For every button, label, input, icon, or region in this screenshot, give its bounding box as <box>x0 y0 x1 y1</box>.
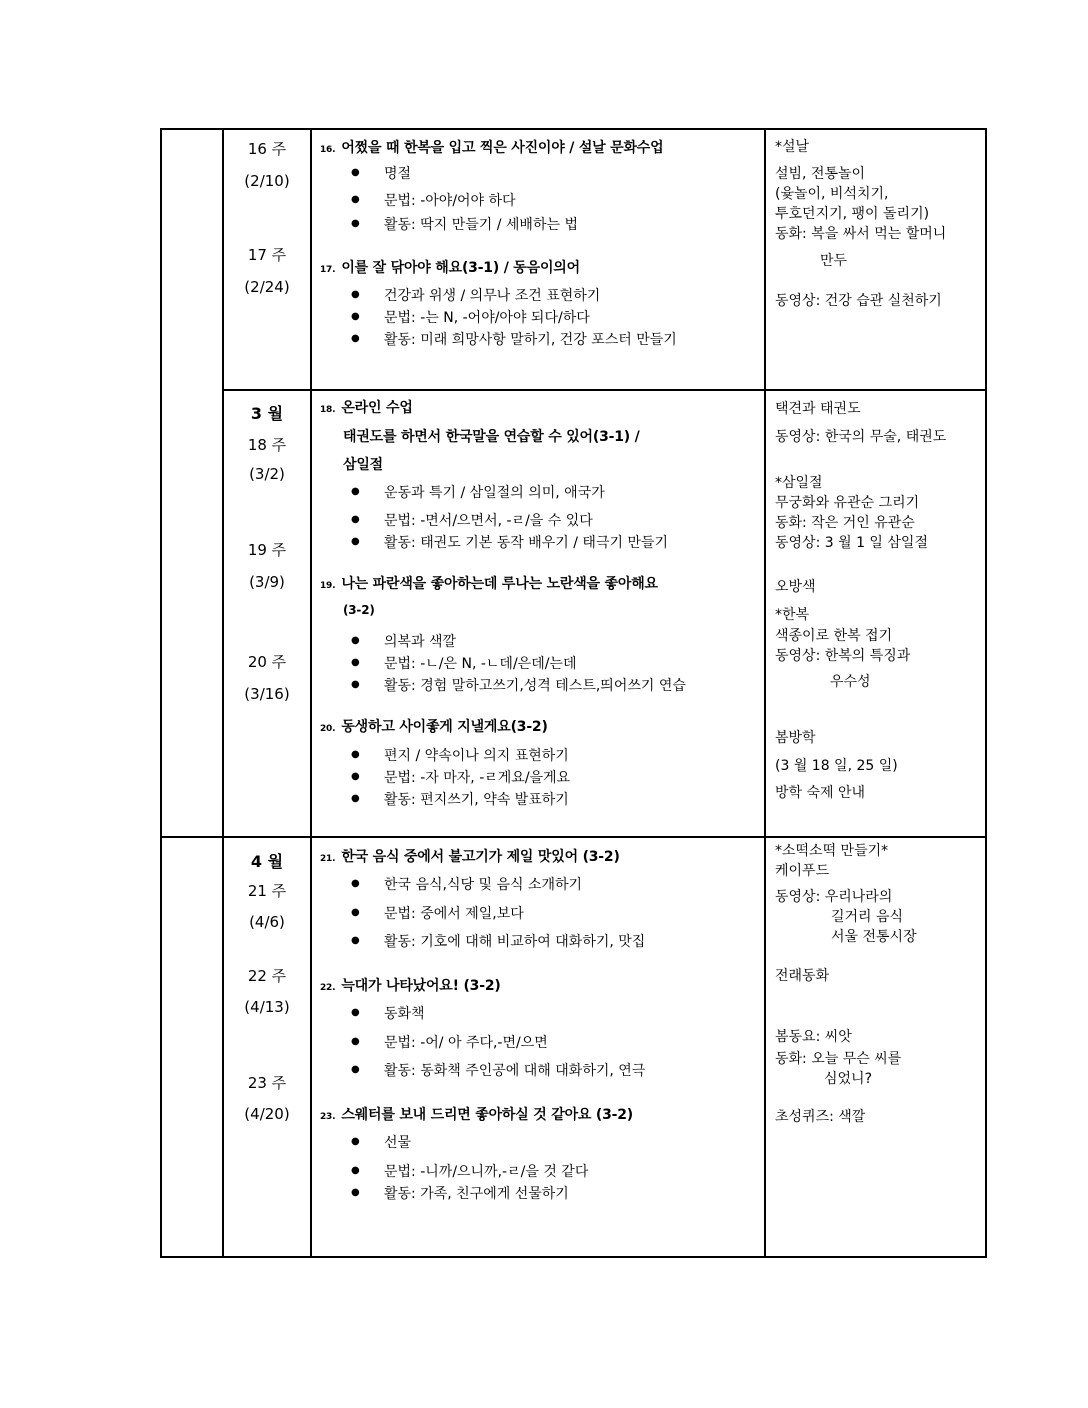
week-date: (4/6) <box>249 913 285 931</box>
lesson-bullet <box>351 745 569 765</box>
lesson-bullet <box>351 1003 425 1023</box>
week-date: (3/16) <box>244 685 290 703</box>
bullet-icon: ● <box>351 1187 360 1198</box>
bullet-text: 문법: -니까/으니까,-ㄹ/을 것 같다 <box>384 1164 589 1180</box>
bullet-text: 의복과 색깔 <box>384 634 457 650</box>
lesson-bullet <box>351 903 524 923</box>
lesson-number: 23. <box>320 1112 336 1122</box>
lesson-number: 20. <box>320 724 336 734</box>
lesson-bullet <box>351 675 686 695</box>
note-line: 심었니? <box>824 1071 873 1087</box>
lesson-bullet <box>351 163 412 183</box>
table-border-left <box>160 128 162 1258</box>
bullet-text: 문법: -아야/어야 하다 <box>384 193 516 209</box>
week-label: 21 주 <box>247 882 287 900</box>
bullet-icon: ● <box>351 657 360 668</box>
lesson-title <box>320 846 620 866</box>
bullet-text: 활동: 가족, 친구에게 선물하기 <box>384 1186 569 1202</box>
bullet-text: 문법: -면서/으면서, -ㄹ/을 수 있다 <box>384 513 593 529</box>
note-line: 동영상: 우리나라의 <box>775 889 893 905</box>
note-line: 동영상: 한복의 특징과 <box>775 648 911 664</box>
note-line: (3 월 18 일, 25 일) <box>775 758 898 774</box>
lesson-bullet <box>351 329 677 349</box>
bullet-text: 문법: 중에서 제일,보다 <box>384 906 524 922</box>
lesson-bullet <box>351 214 578 234</box>
week-date: (3/2) <box>249 465 285 483</box>
bullet-text: 활동: 태권도 기본 동작 배우기 / 태극기 만들기 <box>384 535 669 551</box>
lesson-bullet <box>351 789 569 809</box>
week-label: 22 주 <box>247 967 287 985</box>
note-line: 초성퀴즈: 색깔 <box>775 1109 866 1125</box>
table-border-top <box>160 128 987 130</box>
week-label: 19 주 <box>247 541 287 559</box>
note-line: 길거리 음식 <box>831 909 904 925</box>
lesson-bullet <box>351 1161 589 1181</box>
lesson-title-text: 스웨터를 보내 드리면 좋아하실 것 같아요 (3-2) <box>341 1107 633 1123</box>
note-line: 서울 전통시장 <box>831 929 917 945</box>
bullet-icon: ● <box>351 194 360 205</box>
lesson-title <box>320 137 663 157</box>
bullet-icon: ● <box>351 793 360 804</box>
bullet-text: 선물 <box>384 1135 412 1151</box>
note-line: *삼일절 <box>775 475 823 491</box>
week-date: (3/9) <box>249 573 285 591</box>
lesson-bullet <box>351 631 457 651</box>
lesson-bullet <box>351 931 646 951</box>
lesson-number: 18. <box>320 405 336 415</box>
note-line: 설빔, 전통놀이 <box>775 166 866 182</box>
bullet-text: 문법: -ㄴ/은 N, -ㄴ데/은데/는데 <box>384 656 577 672</box>
bullet-icon: ● <box>351 1036 360 1047</box>
bullet-text: 활동: 미래 희망사항 말하기, 건강 포스터 만들기 <box>384 332 677 348</box>
note-line: 동영상: 3 월 1 일 삼일절 <box>775 535 928 551</box>
lesson-title-text: 늑대가 나타났어요! (3-2) <box>341 978 501 994</box>
note-line: 오방색 <box>775 579 816 595</box>
bullet-text: 활동: 동화책 주인공에 대해 대화하기, 연극 <box>384 1063 646 1079</box>
bullet-text: 활동: 딱지 만들기 / 세배하는 법 <box>384 217 578 233</box>
lesson-title <box>320 257 580 277</box>
lesson-bullet <box>351 1032 548 1052</box>
bullet-text: 활동: 편지쓰기, 약속 발표하기 <box>384 792 569 808</box>
bullet-icon: ● <box>351 218 360 229</box>
week-label: 16 주 <box>247 140 287 158</box>
note-line: 케이푸드 <box>775 863 830 879</box>
bullet-icon: ● <box>351 1007 360 1018</box>
note-line: 무궁화와 유관순 그리기 <box>775 495 920 511</box>
bullet-icon: ● <box>351 679 360 690</box>
note-line: 동화: 작은 거인 유관순 <box>775 515 915 531</box>
bullet-icon: ● <box>351 167 360 178</box>
lesson-title <box>320 716 548 736</box>
bullet-text: 운동과 특기 / 삼일절의 의미, 애국가 <box>384 485 605 501</box>
column-divider-2 <box>310 128 312 1258</box>
bullet-text: 편지 / 약속이나 의지 표현하기 <box>384 748 569 764</box>
note-line: (윷놀이, 비석치기, <box>775 186 889 202</box>
bullet-icon: ● <box>351 536 360 547</box>
lesson-title <box>320 1104 633 1124</box>
lesson-bullet <box>351 307 590 327</box>
bullet-text: 활동: 기호에 대해 비교하여 대화하기, 맛집 <box>384 934 646 950</box>
note-line: 방학 숙제 안내 <box>775 785 866 801</box>
lesson-title-text: 온라인 수업 <box>341 400 413 416</box>
note-line: 동화: 복을 싸서 먹는 할머니 <box>775 226 947 242</box>
lesson-number: 19. <box>320 581 336 591</box>
week-label: 23 주 <box>247 1074 287 1092</box>
note-line: 봄방학 <box>775 730 816 746</box>
lesson-number: 17. <box>320 265 336 275</box>
week-label: 17 주 <box>247 246 287 264</box>
lesson-title-text: 어쩠을 때 한복을 입고 찍은 사진이야 / 설날 문화수업 <box>341 140 664 156</box>
week-label: 18 주 <box>247 436 287 454</box>
lesson-title-text: 한국 음식 중에서 불고기가 제일 맛있어 (3-2) <box>341 849 620 865</box>
table-border-bottom <box>160 1256 987 1258</box>
lesson-title-line2: 태권도를 하면서 한국말을 연습할 수 있어(3-1) / <box>343 429 640 445</box>
table-border-right <box>985 128 987 1258</box>
lesson-number: 21. <box>320 854 336 864</box>
note-line: *소떡소떡 만들기* <box>775 843 889 859</box>
lesson-bullet <box>351 1132 412 1152</box>
column-divider-3 <box>764 128 766 1258</box>
lesson-bullet <box>351 285 601 305</box>
lesson-bullet <box>351 532 669 552</box>
lesson-title-text: 이를 잘 닦아야 해요(3-1) / 동음이의어 <box>341 260 580 276</box>
note-line: 만두 <box>820 253 848 269</box>
bullet-icon: ● <box>351 1136 360 1147</box>
lesson-bullet <box>351 653 577 673</box>
bullet-icon: ● <box>351 289 360 300</box>
lesson-title-text: 나는 파란색을 좋아하는데 루나는 노란색을 좋아해요 <box>341 576 658 592</box>
bullet-icon: ● <box>351 1165 360 1176</box>
bullet-icon: ● <box>351 749 360 760</box>
bullet-text: 명절 <box>384 166 412 182</box>
lesson-title <box>320 573 658 593</box>
bullet-text: 건강과 위생 / 의무나 조건 표현하기 <box>384 288 601 304</box>
bullet-icon: ● <box>351 878 360 889</box>
lesson-bullet <box>351 1183 569 1203</box>
bullet-text: 문법: -어/ 아 주다,-면/으면 <box>384 1035 548 1051</box>
note-line: 봄동요: 씨앗 <box>775 1029 852 1045</box>
lesson-bullet <box>351 767 571 787</box>
note-line: 동영상: 한국의 무술, 태권도 <box>775 429 947 445</box>
lesson-title <box>320 975 501 995</box>
week-date: (2/10) <box>244 172 290 190</box>
bullet-text: 문법: -자 마자, -ㄹ게요/을게요 <box>384 770 571 786</box>
bullet-icon: ● <box>351 486 360 497</box>
bullet-text: 문법: -는 N, -어야/아야 되다/하다 <box>384 310 590 326</box>
lesson-title <box>320 397 413 417</box>
bullet-icon: ● <box>351 771 360 782</box>
bullet-icon: ● <box>351 635 360 646</box>
note-line: 전래동화 <box>775 968 830 984</box>
week-date: (4/20) <box>244 1105 290 1123</box>
bullet-icon: ● <box>351 311 360 322</box>
bullet-icon: ● <box>351 514 360 525</box>
bullet-icon: ● <box>351 333 360 344</box>
note-line: 색종이로 한복 접기 <box>775 628 893 644</box>
lesson-bullet <box>351 482 605 502</box>
note-line: 동화: 오늘 무슨 씨를 <box>775 1051 902 1067</box>
row-divider-1 <box>222 389 987 391</box>
note-line: *한복 <box>775 607 810 623</box>
lesson-title-text: 동생하고 사이좋게 지낼게요(3-2) <box>341 719 548 735</box>
note-line: *설날 <box>775 139 810 155</box>
row-divider-2 <box>160 836 987 838</box>
lesson-number: 16. <box>320 145 336 155</box>
month-label: 4 월 <box>250 852 284 871</box>
bullet-text: 동화책 <box>384 1006 425 1022</box>
note-line: 동영상: 건강 습관 실천하기 <box>775 293 942 309</box>
lesson-bullet <box>351 190 516 210</box>
lesson-bullet <box>351 510 593 530</box>
lesson-number: 22. <box>320 983 336 993</box>
bullet-text: 활동: 경험 말하고쓰기,성격 테스트,띄어쓰기 연습 <box>384 678 686 694</box>
bullet-icon: ● <box>351 1064 360 1075</box>
week-date: (2/24) <box>244 278 290 296</box>
lesson-title-line2: (3-2) <box>343 603 375 617</box>
month-label: 3 월 <box>250 404 284 423</box>
lesson-title-line3: 삼일절 <box>343 457 383 473</box>
lesson-bullet <box>351 874 583 894</box>
bullet-icon: ● <box>351 935 360 946</box>
note-line: 투호던지기, 팽이 돌리기) <box>775 206 930 222</box>
week-date: (4/13) <box>244 998 290 1016</box>
note-line: 택견과 태권도 <box>775 401 861 417</box>
note-line: 우수성 <box>830 674 871 690</box>
bullet-icon: ● <box>351 907 360 918</box>
bullet-text: 한국 음식,식당 및 음식 소개하기 <box>384 877 583 893</box>
week-label: 20 주 <box>247 653 287 671</box>
lesson-bullet <box>351 1060 646 1080</box>
